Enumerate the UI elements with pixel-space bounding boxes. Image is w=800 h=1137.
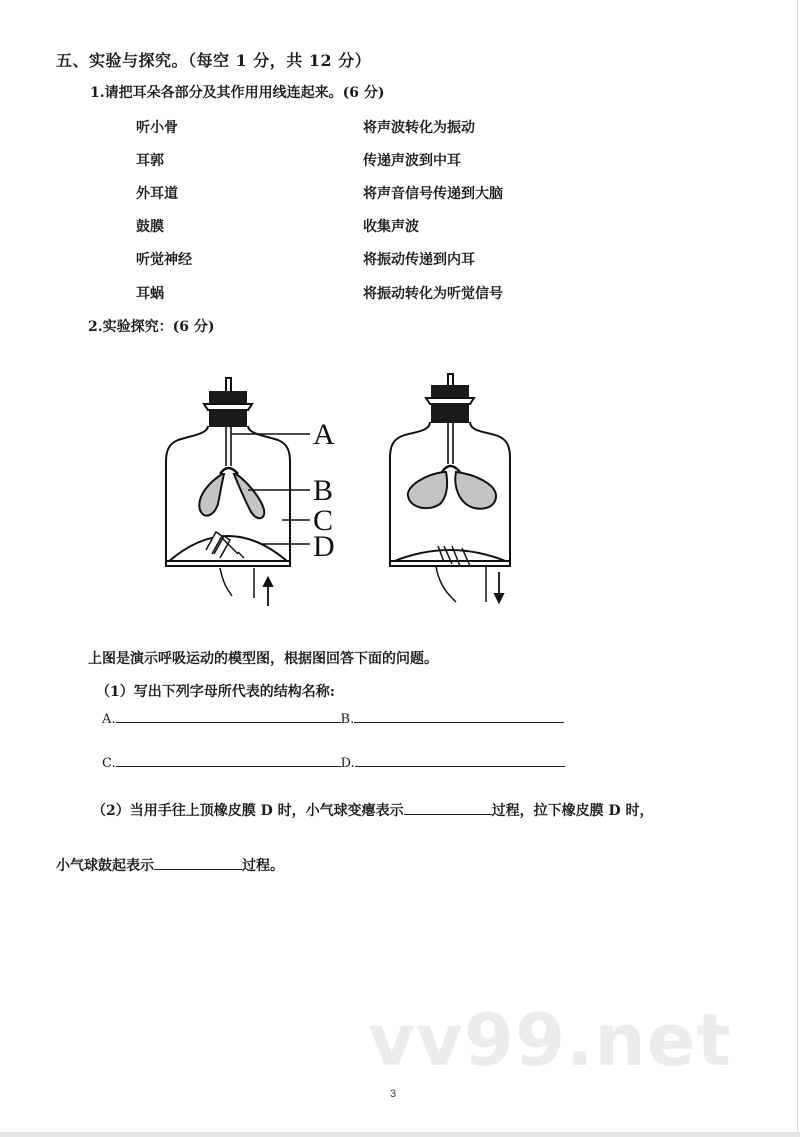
ear-function-item[interactable]: 收集声波	[363, 219, 419, 235]
question-1-title: 1.请把耳朵各部分及其作用用线连起来。(6 分)	[90, 85, 385, 101]
blank-label-d: D.	[340, 756, 355, 771]
blank-label-a: A.	[102, 712, 116, 727]
answer-blank-a[interactable]	[116, 710, 341, 723]
question-2-title: 2.实验探究：(6 分)	[88, 319, 215, 335]
page-number: 3	[390, 1088, 397, 1100]
ear-function-item[interactable]: 将声音信号传递到大脑	[363, 186, 503, 202]
ear-part-item[interactable]: 耳郭	[136, 153, 164, 169]
blank-label-b: B.	[340, 712, 355, 727]
left-bell-jar	[166, 378, 310, 606]
blank-row-cd	[102, 752, 565, 771]
sub-question-2-line1	[92, 800, 654, 820]
sub-question-2-text-b: 过程，拉下橡皮膜 D 时，	[491, 803, 654, 819]
sub-question-1-prompt: （1）写出下列字母所代表的结构名称:	[96, 684, 335, 700]
blank-label-c: C.	[102, 756, 116, 771]
label-d: D	[313, 530, 335, 563]
sub-question-2-text-d: 过程。	[242, 858, 284, 874]
ear-part-item[interactable]: 外耳道	[136, 186, 178, 202]
label-a: A	[313, 418, 335, 451]
label-c: C	[313, 504, 334, 537]
ear-part-item[interactable]: 鼓膜	[136, 219, 164, 235]
ear-part-item[interactable]: 耳蜗	[136, 286, 164, 302]
answer-blank-d[interactable]	[355, 754, 565, 767]
breathing-model-figure	[150, 370, 550, 615]
ear-part-item[interactable]: 听小骨	[136, 120, 178, 136]
page-bottom-edge	[0, 1132, 800, 1137]
answer-blank-exhale[interactable]	[404, 802, 492, 815]
answer-blank-c[interactable]	[116, 754, 341, 767]
answer-blank-b[interactable]	[354, 710, 564, 723]
right-bell-jar	[390, 374, 510, 602]
sub-question-2-text-c: 小气球鼓起表示	[56, 858, 154, 874]
section-title: 五、实验与探究。（每空 1 分，共 12 分）	[56, 51, 372, 70]
sub-question-2-line2	[56, 855, 284, 875]
ear-function-item[interactable]: 传递声波到中耳	[363, 153, 461, 169]
ear-function-item[interactable]: 将振动转化为听觉信号	[363, 286, 503, 302]
sub-question-2-text-a: （2）当用手往上顶橡皮膜 D 时，小气球变瘪表示	[92, 803, 404, 819]
blank-row-ab	[102, 708, 564, 727]
figure-intro: 上图是演示呼吸运动的模型图，根据图回答下面的问题。	[88, 651, 438, 667]
ear-part-item[interactable]: 听觉神经	[136, 252, 192, 268]
ear-function-item[interactable]: 将振动传递到内耳	[363, 252, 475, 268]
ear-function-item[interactable]: 将声波转化为振动	[363, 120, 475, 136]
answer-blank-inhale[interactable]	[154, 857, 242, 870]
label-b: B	[313, 474, 334, 507]
watermark: vv99.net	[368, 998, 732, 1082]
